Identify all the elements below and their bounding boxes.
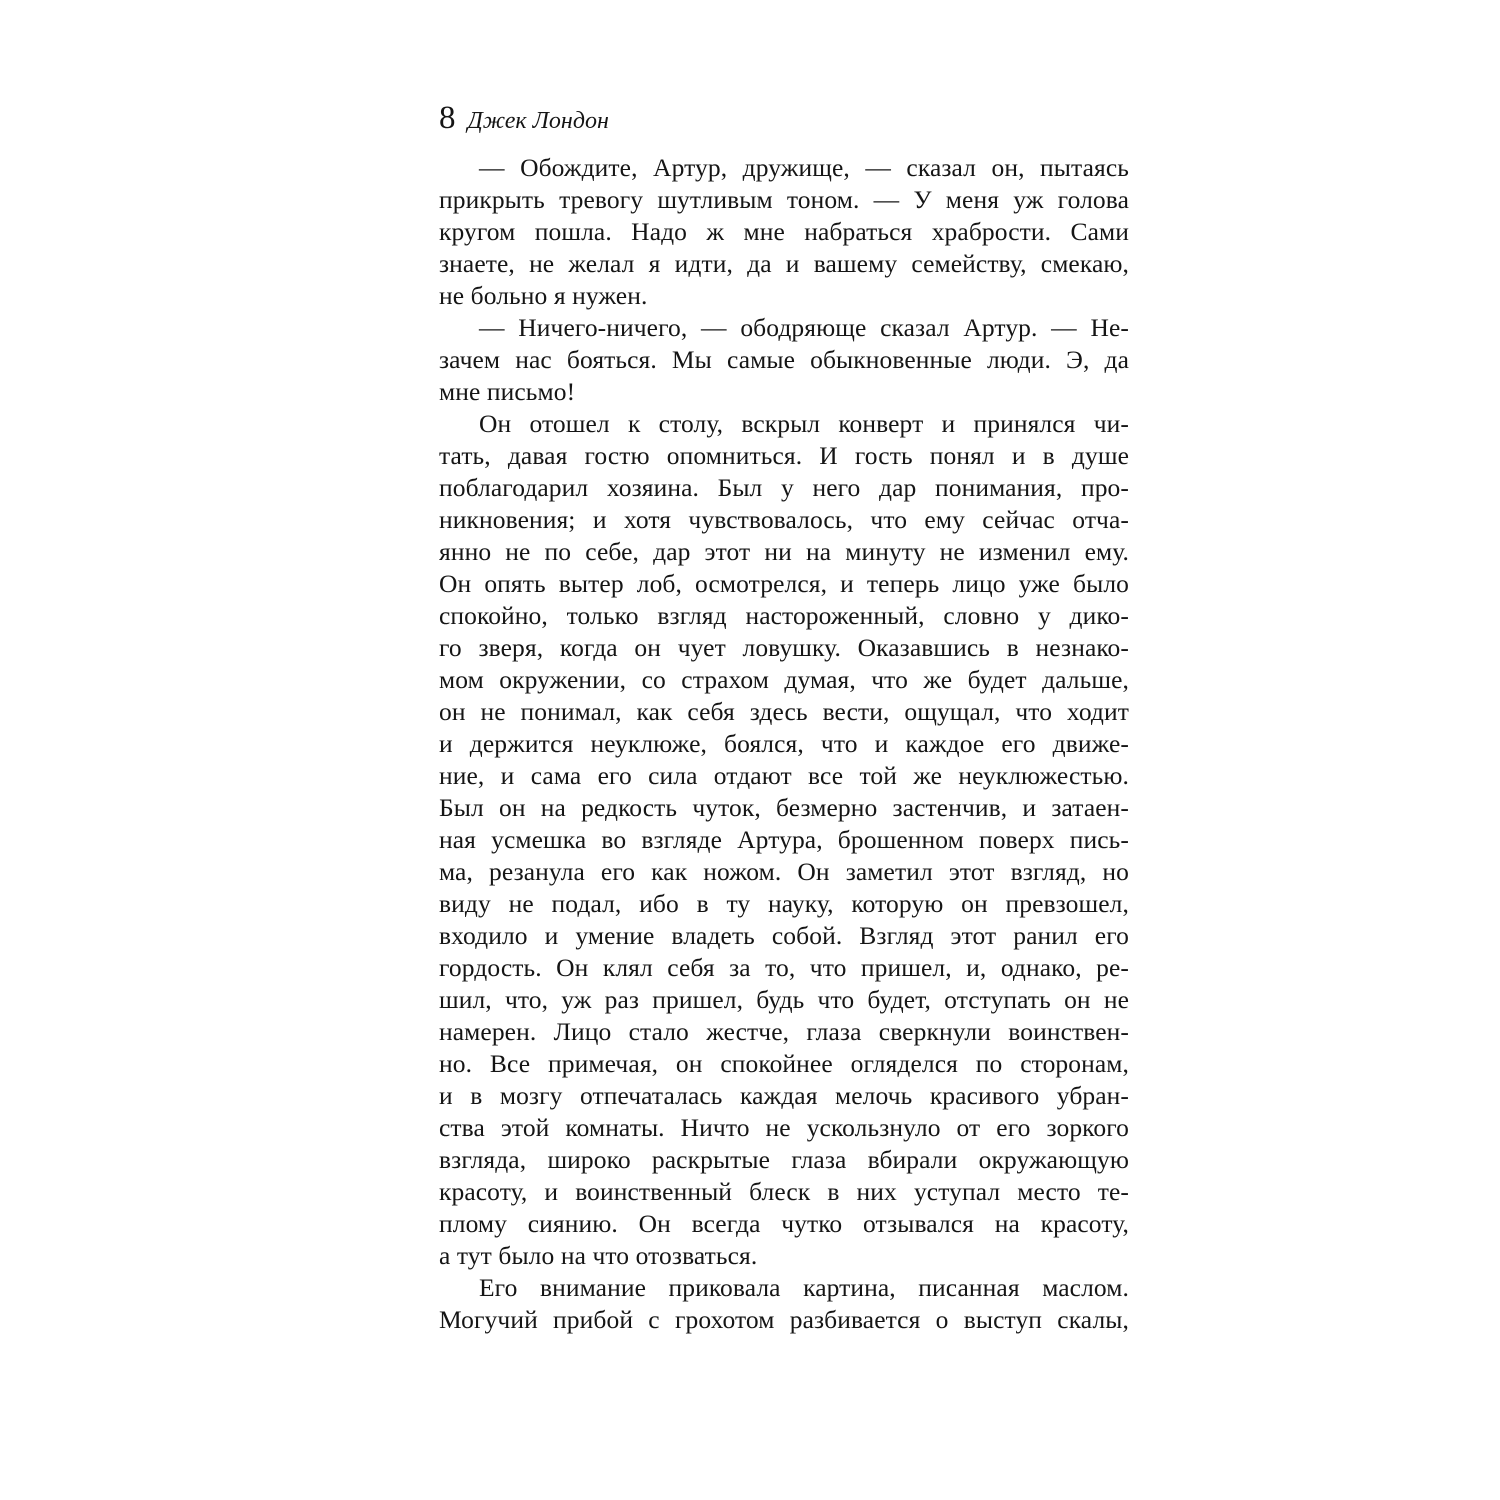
text-line: прикрыть тревогу шутливым тоном. — У меня уж голова [439,185,1129,214]
text-line: виду не подал, ибо в ту науку, которую он превзошел, [439,889,1129,918]
text-line: Его внимание приковала картина, писанная маслом. [479,1273,1129,1302]
text-line: ма, резанула его как ножом. Он заметил этот взгляд, но [439,857,1129,886]
text-line: никновения; и хотя чувствовалось, что ему сейчас отча- [439,505,1129,534]
book-page [439,100,1129,1336]
body-text [439,152,1129,1336]
text-line: знаете, не желал я идти, да и вашему семейству, смекаю, [439,249,1129,278]
text-line: и держится неуклюже, боялся, что и каждое его движе- [439,729,1129,758]
text-line: ная усмешка во взгляде Артура, брошенном поверх пись- [439,825,1129,854]
text-line: тать, давая гостю опомниться. И гость понял и в душе [439,441,1129,470]
text-line: зачем нас бояться. Мы самые обыкновенные люди. Э, да [439,345,1129,374]
page-number: 8 [439,100,456,136]
text-line: не больно я нужен. [439,281,648,310]
text-line: ства этой комнаты. Ничто не ускользнуло от его зоркого [439,1113,1129,1142]
text-line: мом окружении, со страхом думая, что же будет дальше, [439,665,1129,694]
text-line: он не понимал, как себя здесь вести, ощущал, что ходит [439,697,1129,726]
text-line: Он отошел к столу, вскрыл конверт и принялся чи- [479,409,1129,438]
text-line: взгляда, широко раскрытые глаза вбирали окружающую [439,1145,1129,1174]
text-line: и в мозгу отпечаталась каждая мелочь красивого убран- [439,1081,1129,1110]
text-line: намерен. Лицо стало жестче, глаза сверкнули воинствен- [439,1017,1129,1046]
text-line: мне письмо! [439,377,576,406]
text-line: поблагодарил хозяина. Был у него дар понимания, про- [439,473,1129,502]
text-line: плому сиянию. Он всегда чутко отзывался на красоту, [439,1209,1129,1238]
text-line: Был он на редкость чуток, безмерно застенчив, и затаен- [439,793,1129,822]
running-head-author: Джек Лондон [467,108,609,134]
text-line: но. Все примечая, он спокойнее огляделся по сторонам, [439,1049,1129,1078]
text-line: шил, что, уж раз пришел, будь что будет, отступать он не [439,985,1129,1014]
text-line: ние, и сама его сила отдают все той же неуклюжестью. [439,761,1129,790]
text-line: гордость. Он клял себя за то, что пришел, и, однако, ре- [439,953,1129,982]
page-header [439,100,1129,140]
text-line: кругом пошла. Надо ж мне набраться храбрости. Сами [439,217,1129,246]
text-line: красоту, и воинственный блеск в них уступал место те- [439,1177,1129,1206]
text-line: входило и умение владеть собой. Взгляд этот ранил его [439,921,1129,950]
text-line: а тут было на что отозваться. [439,1241,758,1270]
text-line: го зверя, когда он чует ловушку. Оказавшись в незнако- [439,633,1129,662]
text-line: — Обождите, Артур, дружище, — сказал он, пытаясь [479,153,1129,182]
text-line: спокойно, только взгляд настороженный, словно у дико- [439,601,1129,630]
text-line: Он опять вытер лоб, осмотрелся, и теперь лицо уже было [439,569,1129,598]
text-line: Могучий прибой с грохотом разбивается о выступ скалы, [439,1305,1129,1334]
text-line: янно не по себе, дар этот ни на минуту не изменил ему. [439,537,1129,566]
text-line: — Ничего-ничего, — ободряюще сказал Артур. — Не- [479,313,1129,342]
